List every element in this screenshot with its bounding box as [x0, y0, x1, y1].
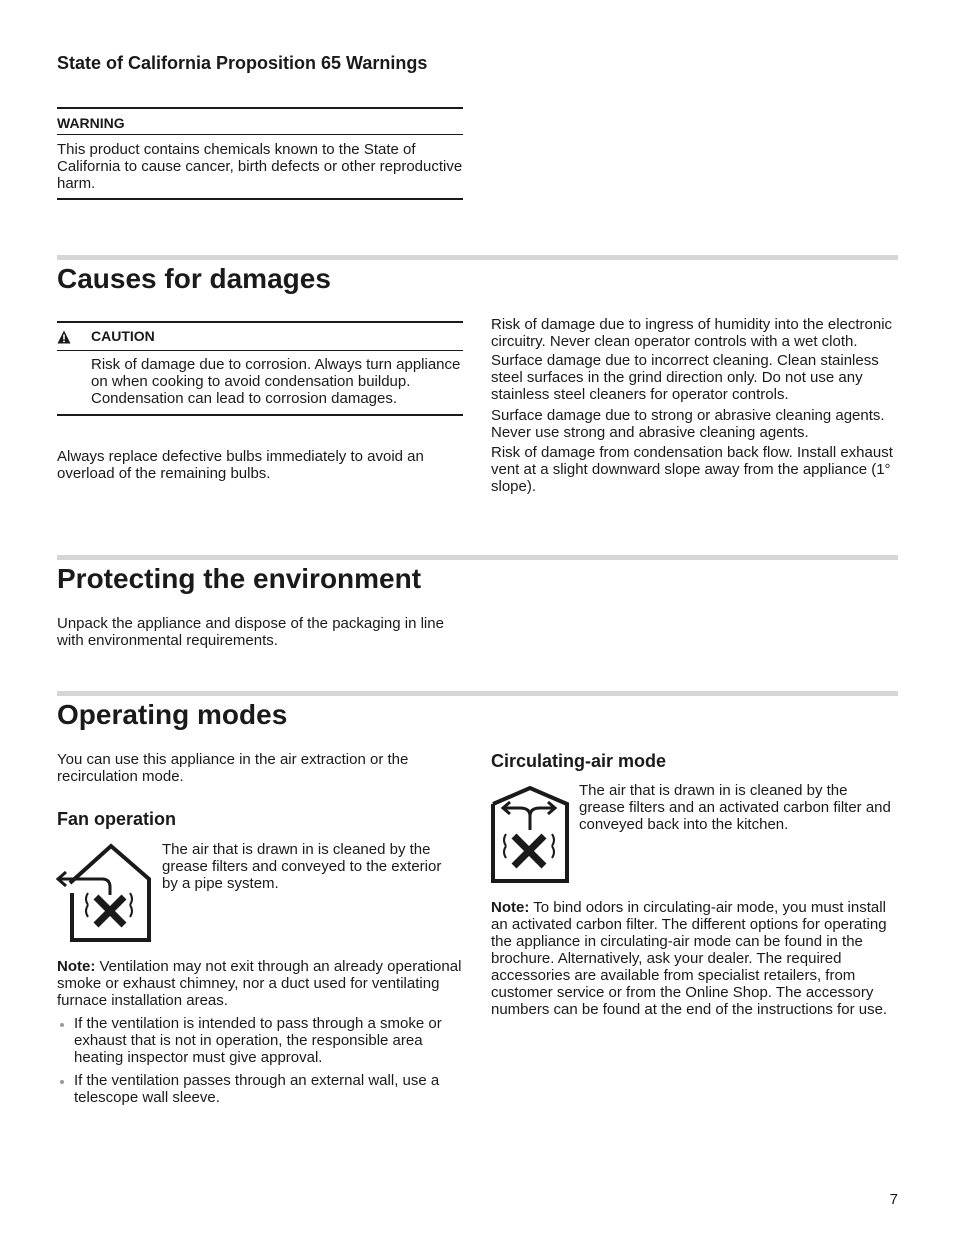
note-label: Note: — [57, 958, 96, 975]
operating-intro: You can use this appliance in the air extraction or the recirculation mode. — [57, 751, 409, 785]
section-divider — [57, 555, 898, 560]
fan-operation-title: Fan operation — [57, 809, 177, 829]
paragraph: Surface damage due to strong or abrasive cleaning agents. Never use strong and abrasive cleaning agents. — [491, 407, 885, 441]
note-text: To bind odors in circulating-air mode, you must install an activated carbon filter. The different options for operating the appliance in circulating-air mode can be found in the brochure. Alternatively, ask your dealer. The required accessories are available from specialist retailers, from customer service or from the Online Shop. The accessory numbers can be found at the end of the instructions for use. — [491, 899, 888, 1018]
exhaust-air-house-icon — [56, 843, 152, 943]
prop65-title: State of California Proposition 65 Warnings — [57, 53, 428, 73]
note-label: Note: — [491, 899, 530, 916]
fan-operation-text: The air that is drawn in is cleaned by the grease filters and conveyed to the exterior by a pipe system. — [162, 841, 442, 892]
circulating-air-text: The air that is drawn in is cleaned by the grease filters and an activated carbon filter and conveyed back into the kitchen. — [579, 782, 891, 833]
paragraph: Risk of damage from condensation back flow. Install exhaust vent at a slight downward slope away from the appliance (1° slope). — [491, 444, 893, 495]
causes-right-column — [491, 316, 898, 495]
list-item: If the ventilation passes through an external wall, use a telescope wall sleeve. — [57, 1072, 463, 1106]
divider — [57, 414, 463, 416]
caution-label: CAUTION — [91, 328, 155, 344]
recirculation-house-icon — [490, 786, 570, 884]
note-text: Ventilation may not exit through an already operational smoke or exhaust chimney, nor a duct used for ventilating furnace installation areas. — [57, 958, 462, 1009]
divider — [57, 198, 463, 200]
caution-box — [57, 321, 463, 416]
paragraph: Surface damage due to incorrect cleaning. Clean stainless steel surfaces in the grind direction only. Do not use any stainless steel cleaners for operator controls. — [491, 352, 879, 403]
section-divider — [57, 255, 898, 260]
causes-title: Causes for damages — [57, 263, 331, 294]
warning-triangle-icon — [57, 330, 71, 344]
caution-text: Risk of damage due to corrosion. Always turn appliance on when cooking to avoid condensation buildup. Condensation can lead to corrosion damages. — [91, 356, 461, 407]
section-divider — [57, 691, 898, 696]
fan-note — [57, 958, 463, 1009]
environment-title: Protecting the environment — [57, 563, 422, 594]
circulating-note — [491, 899, 898, 1018]
environment-text: Unpack the appliance and dispose of the packaging in line with environmental requirements. — [57, 615, 444, 649]
bulbs-text: Always replace defective bulbs immediately to avoid an overload of the remaining bulbs. — [57, 448, 424, 482]
warning-label: WARNING — [57, 115, 125, 131]
warning-text: This product contains chemicals known to the State of California to cause cancer, birth defects or other reproductive harm. — [57, 141, 463, 192]
prop65-warning-box — [57, 107, 463, 200]
page-number: 7 — [889, 1191, 898, 1208]
paragraph: Risk of damage due to ingress of humidity into the electronic circuitry. Never clean operator controls with a wet cloth. — [491, 316, 893, 350]
circulating-air-title: Circulating-air mode — [491, 751, 667, 771]
operating-title: Operating modes — [57, 699, 288, 730]
fan-bullet-list — [57, 1015, 463, 1112]
list-item: If the ventilation is intended to pass through a smoke or exhaust that is not in operation, the responsible area heating inspector must give approval. — [57, 1015, 463, 1066]
